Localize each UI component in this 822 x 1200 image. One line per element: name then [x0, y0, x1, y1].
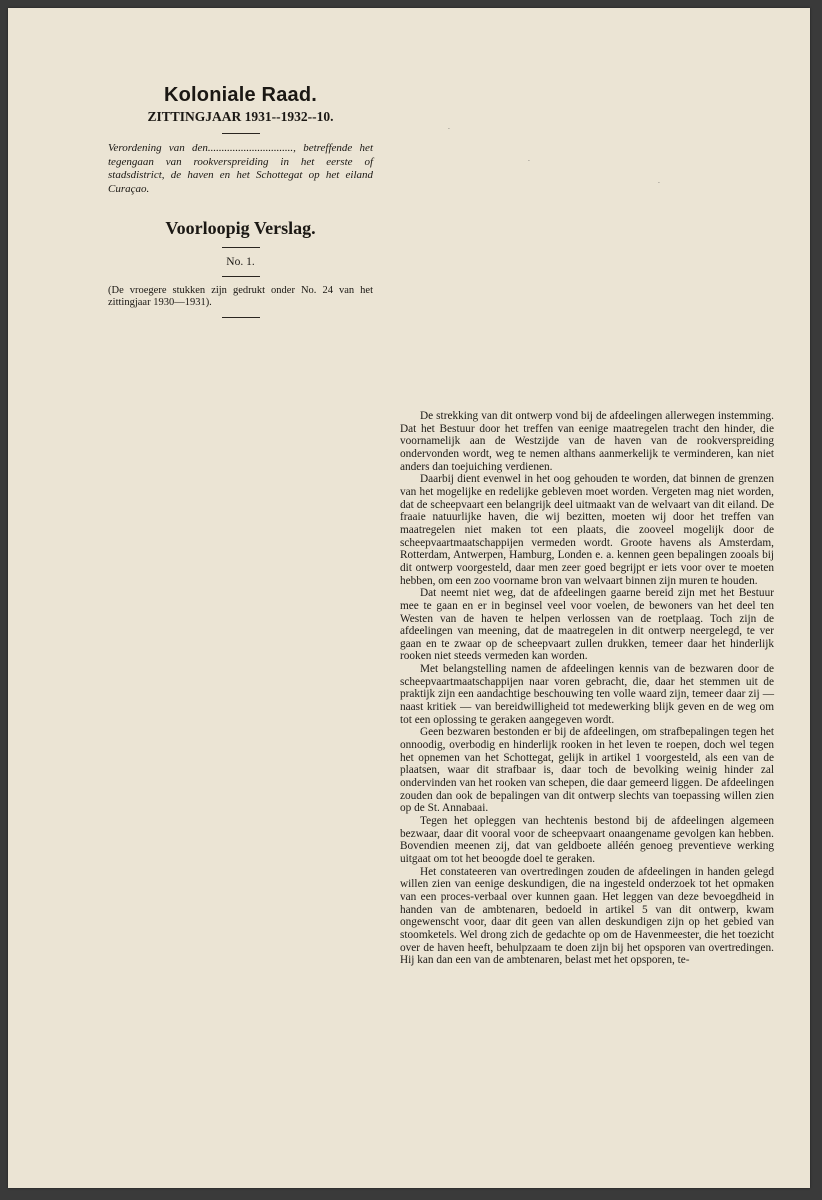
paragraph: Dat neemt niet weg, dat de afdeelingen gaarne bereid zijn met het Bestuur mee te gaan en er in beginsel veel voor voelen, de bewoners van het deel ten Westen van de haven te helpen verlossen van de roetplaag. Toch zijn de afdeelingen van meening, dat de maatregelen in dit ontwerp neergelegd, te ver gaan en te zwaar op de scheepvaart zullen drukken, temeer daar het hinderlijk rooken niet steeds vermeden kan worden. — [400, 587, 774, 663]
paragraph: Het constateeren van overtredingen zouden de afdeelingen in handen gelegd willen zien van eenige deskundigen, die na ingesteld onderzoek tot het opmaken van een proces-verbaal over kunnen gaan. Het leggen van deze bevoegdheid in handen van de ambtenaren, bedoeld in artikel 5 van dit ontwerp, kwam ongewenscht voor, daar dit geen van allen deskundigen zijn op het gebied van stoomketels. Wel drong zich de gedachte op om de Havenmeester, die het toezicht over de haven heeft, behulpzaam te doen zijn bij het opsporen van overtredingen. Hij kan dan een van de ambtenaren, belast met het opsporen, te- — [400, 865, 774, 967]
paragraph: Met belangstelling namen de afdeelingen kennis van de bezwaren door de scheepvaartmaatschappijen naar voren gebracht, die, daar het stemmen uit de praktijk zijn een aandachtige beschouwing ten volle waard zijn, temeer daar zij — naast kritiek — van bereidwilligheid tot medewerking blijk geven en de weg om tot een oplossing te geraken aangegeven wordt. — [400, 663, 774, 726]
divider — [222, 247, 260, 248]
divider — [222, 276, 260, 277]
header-block — [108, 84, 373, 326]
report-body — [400, 410, 774, 967]
paragraph: De strekking van dit ontwerp vond bij de afdeelingen allerwegen instemming. Dat het Bestuur door het treffen van eenige maatregelen tracht den hinder, die voornamelijk aan de Westzijde van de haven van de rookverspreiding ondervonden wordt, weg te nemen althans aanmerkelijk te verminderen, kan niet anders dan toejuiching verdienen. — [400, 410, 774, 473]
council-title: Koloniale Raad. — [163, 84, 318, 106]
ordinance-description: Verordening van den..............................., betreffende het tegengaan van rookverspreiding in het eerste of stadsdistrict, de haven en het Schottegat op het eiland Curaçao. — [108, 142, 373, 195]
paper-speck: · — [528, 158, 530, 165]
paper-speck: · — [448, 126, 450, 133]
document-number: No. 1. — [226, 256, 255, 268]
divider — [222, 133, 260, 134]
paragraph: Geen bezwaren bestonden er bij de afdeelingen, om strafbepalingen tegen het onnoodig, overbodig en hinderlijk rooken in het leven te roepen, doch wel tegen het opnemen van het Schottegat, gelijk in artikel 1 voorgesteld, als een van de plaatsen, waar dit strafbaar is, daar toch de bevolking weinig hinder zal ondervinden van het rooken van schepen, die daar gemeerd liggen. De afdeelingen zouden dan ook de bepalingen van dit ontwerp slechts van toepassing willen zien op de St. Annabaai. — [400, 726, 774, 815]
document-page — [8, 8, 810, 1188]
paper-speck: · — [658, 180, 660, 187]
session-year: ZITTINGJAAR 1931--1932--10. — [147, 109, 334, 124]
report-title: Voorloopig Verslag. — [165, 218, 316, 238]
paragraph: Tegen het opleggen van hechtenis bestond bij de afdeelingen algemeen bezwaar, daar dit vooral voor de scheepvaart onaangename gevolgen kan hebben. Bovendien meenen zij, dat van geldboete alléén genoeg preventieve werking uitgaat om tot het beoogde doel te geraken. — [400, 815, 774, 865]
previous-documents-note: (De vroegere stukken zijn gedrukt onder No. 24 van het zittingjaar 1930—1931). — [108, 285, 373, 308]
divider — [222, 317, 260, 318]
paragraph: Daarbij dient evenwel in het oog gehouden te worden, dat binnen de grenzen van het mogelijke en redelijke gebleven moet worden. Vergeten mag niet worden, dat de scheepvaart een belangrijk deel uitmaakt van de welvaart van dit eiland. De fraaie natuurlijke haven, die wij bezitten, moeten wij door het treffen van maatregelen niet maken tot een plaats, die zooveel mogelijk door de scheepvaartmaatschappijen vermeden wordt. Groote havens als Amsterdam, Rotterdam, Antwerpen, Hamburg, Londen e. a. kennen geen bepalingen zooals bij dit ontwerp voorgesteld, daar men zeer goed begrijpt er iets voor over te moeten hebben, om een zoo voorname bron van welvaart binnen zijn muren te houden. — [400, 473, 774, 587]
